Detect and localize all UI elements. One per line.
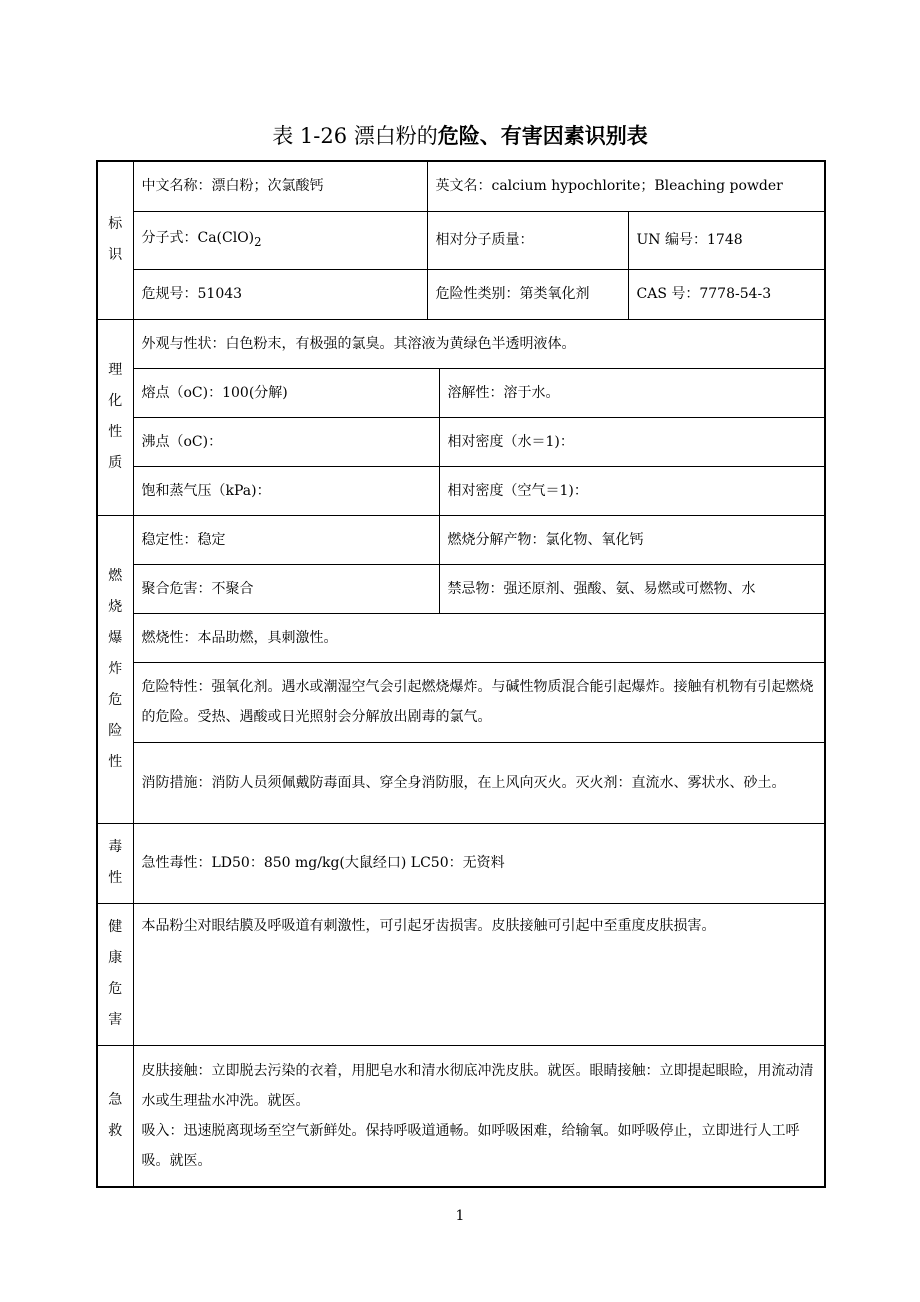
vapor-pressure: 饱和蒸气压（kPa)： bbox=[133, 466, 439, 515]
title-bold: 危险、有害因素识别表 bbox=[437, 123, 648, 148]
page-number: 1 bbox=[455, 1208, 465, 1224]
hazard-number: 危规号：51043 bbox=[133, 269, 427, 319]
section-label-physchem: 理 化 性 质 bbox=[97, 319, 133, 515]
polymerization: 聚合危害：不聚合 bbox=[133, 564, 439, 613]
hazard-properties: 危险特性：强氧化剂。遇水或潮湿空气会引起燃烧爆炸。与碱性物质混合能引起爆炸。接触有机物有引起燃烧的危险。受热、遇酸或日光照射会分解放出剧毒的氯气。 bbox=[133, 662, 825, 742]
molecular-mass: 相对分子质量： bbox=[427, 211, 628, 269]
acute-toxicity: 急性毒性：LD50：850 mg/kg(大鼠经口) LC50：无资料 bbox=[133, 823, 825, 903]
first-aid-skin-eye: 皮肤接触：立即脱去污染的衣着，用肥皂水和清水彻底冲洗皮肤。就医。眼睛接触：立即提起眼睑，用流动清水或生理盐水冲洗。就医。 bbox=[141, 1062, 814, 1109]
decomposition-products: 燃烧分解产物：氯化物、氧化钙 bbox=[439, 515, 825, 564]
stability: 稳定性：稳定 bbox=[133, 515, 439, 564]
density-air: 相对密度（空气＝1)： bbox=[439, 466, 825, 515]
en-name: 英文名：calcium hypochlorite；Bleaching powder bbox=[427, 161, 825, 211]
section-label-identification: 标 识 bbox=[97, 161, 133, 319]
flammability: 燃烧性：本品助燃，具刺激性。 bbox=[133, 613, 825, 662]
solubility: 溶解性：溶于水。 bbox=[439, 368, 825, 417]
firefighting: 消防措施：消防人员须佩戴防毒面具、穿全身消防服，在上风向灭火。灭火剂：直流水、雾状水、砂土。 bbox=[133, 742, 825, 823]
cas-number: CAS 号：7778-54-3 bbox=[628, 269, 825, 319]
section-label-firstaid: 急 救 bbox=[97, 1045, 133, 1187]
first-aid bbox=[133, 1045, 825, 1187]
incompatibles: 禁忌物：强还原剂、强酸、氨、易燃或可燃物、水 bbox=[439, 564, 825, 613]
first-aid-inhalation: 吸入：迅速脱离现场至空气新鲜处。保持呼吸道通畅。如呼吸困难，给输氧。如呼吸停止，立即进行人工呼吸。就医。 bbox=[141, 1122, 800, 1169]
formula-sub: 2 bbox=[254, 234, 262, 249]
cn-name: 中文名称：漂白粉；次氯酸钙 bbox=[133, 161, 427, 211]
boiling-point: 沸点（oC)： bbox=[133, 417, 439, 466]
density-water: 相对密度（水＝1)： bbox=[439, 417, 825, 466]
appearance: 外观与性状：白色粉末，有极强的氯臭。其溶液为黄绿色半透明液体。 bbox=[133, 319, 825, 368]
hazard-table bbox=[96, 160, 826, 1188]
hazard-class: 危险性类别：第类氧化剂 bbox=[427, 269, 628, 319]
section-label-fire: 燃 烧 爆 炸 危 险 性 bbox=[97, 515, 133, 823]
melting-point: 熔点（oC)：100(分解) bbox=[133, 368, 439, 417]
section-label-toxicity: 毒 性 bbox=[97, 823, 133, 903]
formula: 分子式：$Ca(ClO)_2$ bbox=[133, 211, 427, 269]
section-label-health: 健 康 危 害 bbox=[97, 903, 133, 1045]
un-number: UN 编号：1748 bbox=[628, 211, 825, 269]
title-prefix: 表 1-26 漂白粉的 bbox=[272, 124, 438, 148]
health-hazard: 本品粉尘对眼结膜及呼吸道有刺激性，可引起牙齿损害。皮肤接触可引起中至重度皮肤损害。 bbox=[133, 903, 825, 1045]
page-title bbox=[0, 120, 920, 150]
